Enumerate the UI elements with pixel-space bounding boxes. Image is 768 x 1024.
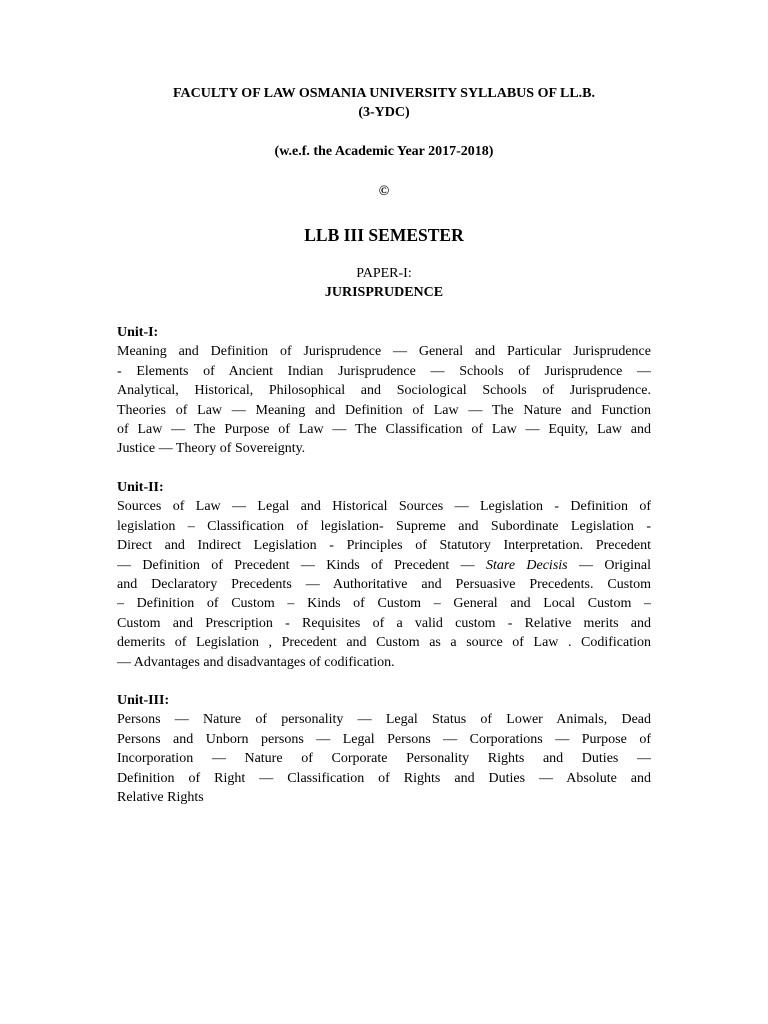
body-line: Persons — Nature of personality — Legal Status of Lower Animals, Dead [117, 712, 651, 728]
body-line: Justice — Theory of Sovereignty. [117, 441, 306, 457]
body-line: and Declaratory Precedents — Authoritative and Persuasive Precedents. Custom [117, 576, 651, 592]
paper-title: JURISPRUDENCE [324, 285, 444, 300]
body-line: Relative Rights [117, 789, 204, 805]
academic-year: (w.e.f. the Academic Year 2017-2018) [274, 144, 494, 159]
unit-body [117, 342, 651, 458]
unit-section [117, 478, 651, 672]
stare-decisis-term: Stare Decisis [486, 557, 568, 573]
unit-section [117, 691, 651, 807]
semester-heading: LLB III SEMESTER [304, 225, 464, 245]
body-line: – Definition of Custom – Kinds of Custom – General and Local Custom – [117, 596, 651, 612]
body-line: — Advantages and disadvantages of codification. [117, 654, 395, 670]
body-text: — Definition of Precedent — Kinds of Precedent — [117, 557, 486, 573]
body-line [117, 556, 651, 575]
body-line: Custom and Prescription - Requisites of a valid custom - Relative merits and [117, 615, 651, 631]
body-text: — Original [567, 557, 651, 573]
unit-section [117, 323, 651, 459]
body-line: Incorporation — Nature of Corporate Personality Rights and Duties — [117, 751, 651, 767]
unit-body [117, 710, 651, 807]
body-line: legislation – Classification of legislation- Supreme and Subordinate Legislation - [117, 518, 651, 534]
body-line: Theories of Law — Meaning and Definition of Law — The Nature and Function [117, 402, 651, 418]
body-line: of Law — The Purpose of Law — The Classification of Law — Equity, Law and [117, 421, 651, 437]
body-line: Meaning and Definition of Jurisprudence — General and Particular Jurisprudence [117, 344, 651, 360]
body-line: Persons and Unborn persons — Legal Persons — Corporations — Purpose of [117, 731, 651, 747]
body-line: - Elements of Ancient Indian Jurisprudence — Schools of Jurisprudence — [117, 363, 651, 379]
body-line: Direct and Indirect Legislation - Principles of Statutory Interpretation. Precedent [117, 538, 651, 554]
document-title: FACULTY OF LAW OSMANIA UNIVERSITY SYLLABUS OF LL.B. [172, 86, 596, 101]
unit-heading: Unit-II: [117, 480, 164, 495]
unit-body [117, 497, 651, 672]
body-line: Sources of Law — Legal and Historical Sources — Legislation - Definition of [117, 499, 651, 515]
paper-label: PAPER-I: [356, 266, 412, 281]
body-line: demerits of Legislation , Precedent and Custom as a source of Law . Codification [117, 635, 651, 651]
copyright-symbol: © [378, 184, 390, 199]
body-line: Definition of Right — Classification of Rights and Duties — Absolute and [117, 770, 651, 786]
document-title-course: (3-YDC) [358, 105, 410, 120]
unit-heading: Unit-I: [117, 325, 159, 340]
body-line: Analytical, Historical, Philosophical and Sociological Schools of Jurisprudence. [117, 383, 651, 399]
unit-heading: Unit-III: [117, 693, 170, 708]
